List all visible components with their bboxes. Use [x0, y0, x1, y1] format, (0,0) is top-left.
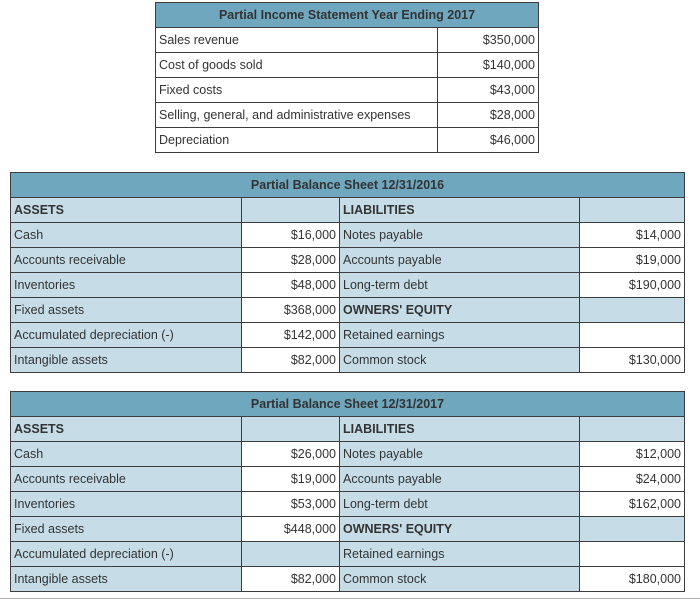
- table-row: [11, 223, 685, 248]
- row-value: $28,000: [438, 103, 539, 128]
- row-label: Fixed costs: [156, 78, 438, 103]
- table-row: [11, 348, 685, 373]
- equity-label: Retained earnings: [340, 323, 580, 348]
- liability-label: Accounts payable: [340, 467, 580, 492]
- liability-value: $19,000: [580, 248, 685, 273]
- asset-value: $448,000: [242, 517, 340, 542]
- equity-value: [580, 323, 685, 348]
- table-row: [11, 298, 685, 323]
- assets-header: ASSETS: [11, 417, 242, 442]
- row-value: $46,000: [438, 128, 539, 153]
- table-row: [11, 467, 685, 492]
- asset-label: Fixed assets: [11, 517, 242, 542]
- equity-header: OWNERS' EQUITY: [340, 298, 580, 323]
- table-row: [11, 542, 685, 567]
- asset-label: Intangible assets: [11, 348, 242, 373]
- equity-label: Common stock: [340, 567, 580, 592]
- table-row: [11, 492, 685, 517]
- row-label: Sales revenue: [156, 28, 438, 53]
- income-statement-title: Partial Income Statement Year Ending 2017: [156, 3, 539, 28]
- equity-label: Retained earnings: [340, 542, 580, 567]
- liability-value: $14,000: [580, 223, 685, 248]
- asset-label: Inventories: [11, 492, 242, 517]
- table-row: [11, 323, 685, 348]
- asset-value: $16,000: [242, 223, 340, 248]
- asset-label: Cash: [11, 223, 242, 248]
- balance-sheet-2017-title: Partial Balance Sheet 12/31/2017: [11, 392, 685, 417]
- row-label: Cost of goods sold: [156, 53, 438, 78]
- table-row: [156, 78, 539, 103]
- table-row: [156, 28, 539, 53]
- liability-value: $190,000: [580, 273, 685, 298]
- asset-label: Intangible assets: [11, 567, 242, 592]
- liability-label: Accounts payable: [340, 248, 580, 273]
- row-label: Depreciation: [156, 128, 438, 153]
- asset-label: Accumulated depreciation (-): [11, 542, 242, 567]
- balance-sheet-2016-title: Partial Balance Sheet 12/31/2016: [11, 173, 685, 198]
- row-value: $43,000: [438, 78, 539, 103]
- asset-label: Cash: [11, 442, 242, 467]
- asset-label: Fixed assets: [11, 298, 242, 323]
- asset-label: Inventories: [11, 273, 242, 298]
- row-value: $350,000: [438, 28, 539, 53]
- asset-value: $53,000: [242, 492, 340, 517]
- asset-value: $19,000: [242, 467, 340, 492]
- asset-label: Accumulated depreciation (-): [11, 323, 242, 348]
- asset-label: Accounts receivable: [11, 248, 242, 273]
- table-row: [156, 128, 539, 153]
- table-row: [11, 248, 685, 273]
- asset-value: $82,000: [242, 567, 340, 592]
- equity-label: Common stock: [340, 348, 580, 373]
- asset-value: $26,000: [242, 442, 340, 467]
- asset-label: Accounts receivable: [11, 467, 242, 492]
- asset-value: $82,000: [242, 348, 340, 373]
- equity-value: $130,000: [580, 348, 685, 373]
- row-value: $140,000: [438, 53, 539, 78]
- liabilities-header: LIABILITIES: [340, 198, 580, 223]
- table-row: [11, 442, 685, 467]
- equity-header: OWNERS' EQUITY: [340, 517, 580, 542]
- liability-label: Notes payable: [340, 442, 580, 467]
- table-row: [156, 103, 539, 128]
- assets-header: ASSETS: [11, 198, 242, 223]
- liability-label: Long-term debt: [340, 273, 580, 298]
- asset-value: [242, 542, 340, 567]
- asset-value: $368,000: [242, 298, 340, 323]
- equity-value: $180,000: [580, 567, 685, 592]
- liability-value: $12,000: [580, 442, 685, 467]
- row-label: Selling, general, and administrative expenses: [156, 103, 438, 128]
- liabilities-header: LIABILITIES: [340, 417, 580, 442]
- table-row: [11, 567, 685, 592]
- income-statement-table: [155, 2, 539, 153]
- balance-sheet-2017-table: [10, 391, 685, 592]
- liability-label: Notes payable: [340, 223, 580, 248]
- table-row: [156, 53, 539, 78]
- bottom-divider: [0, 598, 700, 599]
- asset-value: $28,000: [242, 248, 340, 273]
- asset-value: $142,000: [242, 323, 340, 348]
- equity-value: [580, 542, 685, 567]
- liability-label: Long-term debt: [340, 492, 580, 517]
- table-row: [11, 273, 685, 298]
- balance-sheet-2016-table: [10, 172, 685, 373]
- liability-value: $162,000: [580, 492, 685, 517]
- liability-value: $24,000: [580, 467, 685, 492]
- asset-value: $48,000: [242, 273, 340, 298]
- table-row: [11, 517, 685, 542]
